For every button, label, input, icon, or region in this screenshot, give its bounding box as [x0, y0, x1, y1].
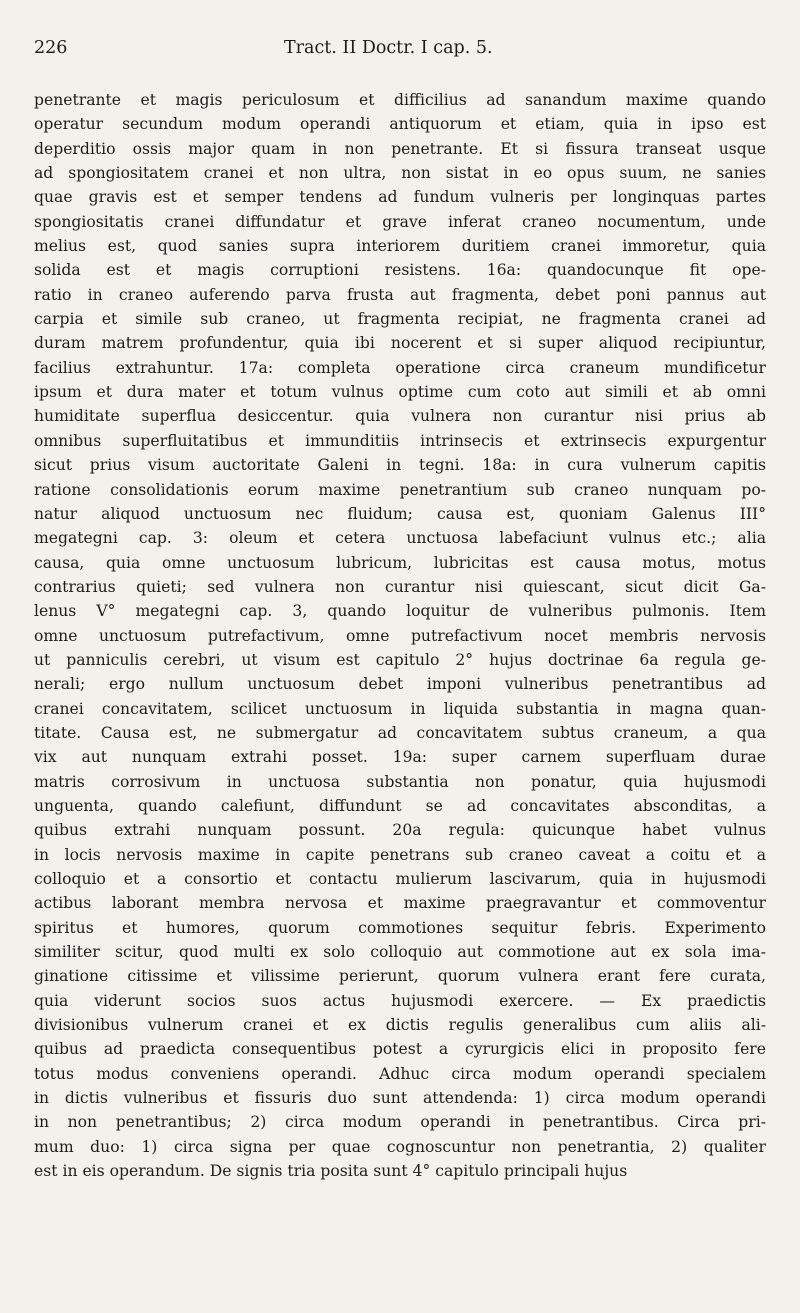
text-line: ginatione citissime et vilissime perierunt, quorum vulnera erant fere curata,	[34, 967, 766, 986]
running-head: Tract. II Doctr. I cap. 5.	[284, 38, 493, 58]
text-line: matris corrosivum in unctuosa substantia non ponatur, quia hujusmodi	[34, 772, 766, 791]
text-line: unguenta, quando calefiunt, diffundunt se ad concavitates absconditas, a	[34, 796, 766, 815]
text-line: duram matrem profundentur, quia ibi nocerent et si super aliquod recipiuntur,	[34, 334, 766, 353]
text-line: divisionibus vulnerum cranei et ex dictis regulis generalibus cum aliis ali-	[34, 1016, 766, 1035]
text-line: facilius extrahuntur. 17a: completa operatione circa craneum mundificetur	[34, 358, 766, 377]
text-line: spiritus et humores, quorum commotiones sequitur febris. Experimento	[34, 918, 766, 937]
text-line: mum duo: 1) circa signa per quae cognoscuntur non penetrantia, 2) qualiter	[34, 1137, 766, 1156]
text-line: ipsum et dura mater et totum vulnus optime cum coto aut simili et ab omni	[34, 383, 766, 402]
text-line: nerali; ergo nullum unctuosum debet imponi vulneribus penetrantibus ad	[34, 675, 766, 694]
page-header	[34, 38, 766, 78]
text-line: melius est, quod sanies supra interiorem duritiem cranei immoretur, quia	[34, 237, 766, 256]
text-line: sicut prius visum auctoritate Galeni in tegni. 18a: in cura vulnerum capitis	[34, 456, 766, 475]
text-line: operatur secundum modum operandi antiquorum et etiam, quia in ipso est	[34, 115, 766, 134]
text-line: ad spongiositatem cranei et non ultra, non sistat in eo opus suum, ne sanies	[34, 164, 766, 183]
text-line: in non penetrantibus; 2) circa modum operandi in penetrantibus. Circa pri-	[34, 1113, 766, 1132]
text-line: carpia et simile sub craneo, ut fragmenta recipiat, ne fragmenta cranei ad	[34, 310, 766, 329]
text-line: cranei concavitatem, scilicet unctuosum in liquida substantia in magna quan-	[34, 699, 766, 718]
text-line: spongiositatis cranei diffundatur et grave inferat craneo nocumentum, unde	[34, 212, 766, 231]
text-line: quia viderunt socios suos actus hujusmodi exercere. — Ex praedictis	[34, 991, 766, 1010]
text-line: ut panniculis cerebri, ut visum est capitulo 2° hujus doctrinae 6a regula ge-	[34, 650, 766, 669]
text-line: deperditio ossis major quam in non penetrante. Et si fissura transeat usque	[34, 139, 766, 158]
text-line: totus modus conveniens operandi. Adhuc circa modum operandi specialem	[34, 1064, 766, 1083]
text-line: natur aliquod unctuosum nec fluidum; causa est, quoniam Galenus III°	[34, 504, 766, 523]
text-line: est in eis operandum. De signis tria posita sunt 4° capitulo principali hujus	[34, 1162, 628, 1181]
text-line: ratio in craneo auferendo parva frusta aut fragmenta, debet poni pannus aut	[34, 285, 766, 304]
text-line: penetrante et magis periculosum et difficilius ad sanandum maxime quando	[34, 91, 766, 109]
text-line: omne unctuosum putrefactivum, omne putrefactivum nocet membris nervosis	[34, 626, 766, 645]
text-line: quibus extrahi nunquam possunt. 20a regula: quicunque habet vulnus	[34, 821, 766, 840]
text-line: in dictis vulneribus et fissuris duo sunt attendenda: 1) circa modum operandi	[34, 1089, 766, 1108]
text-line: contrarius quieti; sed vulnera non curantur nisi quiescant, sicut dicit Ga-	[34, 577, 766, 596]
text-line: humiditate superflua desiccentur. quia vulnera non curantur nisi prius ab	[34, 407, 766, 426]
text-line: solida est et magis corruptioni resistens. 16a: quandocunque fit ope-	[34, 261, 766, 280]
text-line: in locis nervosis maxime in capite penetrans sub craneo caveat a coitu et a	[34, 845, 766, 864]
text-line: quae gravis est et semper tendens ad fundum vulneris per longinquas partes	[34, 188, 766, 207]
body-text	[34, 88, 766, 1183]
text-line: quibus ad praedicta consequentibus potest a cyrurgicis elici in proposito fere	[34, 1040, 766, 1059]
text-line: megategni cap. 3: oleum et cetera unctuosa labefaciunt vulnus etc.; alia	[34, 529, 766, 548]
text-line: vix aut nunquam extrahi posset. 19a: super carnem superfluam durae	[34, 748, 766, 767]
page-number: 226	[34, 38, 68, 58]
text-line: omnibus superfluitatibus et immunditiis intrinsecis et extrinsecis expurgentur	[34, 431, 766, 450]
text-line: similiter scitur, quod multi ex solo colloquio aut commotione aut ex sola ima-	[34, 943, 766, 962]
text-line: colloquio et a consortio et contactu mulierum lascivarum, quia in hujusmodi	[34, 870, 766, 888]
text-line: actibus laborant membra nervosa et maxime praegravantur et commoventur	[34, 894, 766, 913]
text-line: ratione consolidationis eorum maxime penetrantium sub craneo nunquam po-	[34, 480, 766, 499]
text-line: causa, quia omne unctuosum lubricum, lubricitas est causa motus, motus	[34, 553, 766, 572]
text-line: lenus V° megategni cap. 3, quando loquitur de vulneribus pulmonis. Item	[34, 602, 766, 621]
text-line: titate. Causa est, ne submergatur ad concavitatem subtus craneum, a qua	[34, 723, 766, 742]
